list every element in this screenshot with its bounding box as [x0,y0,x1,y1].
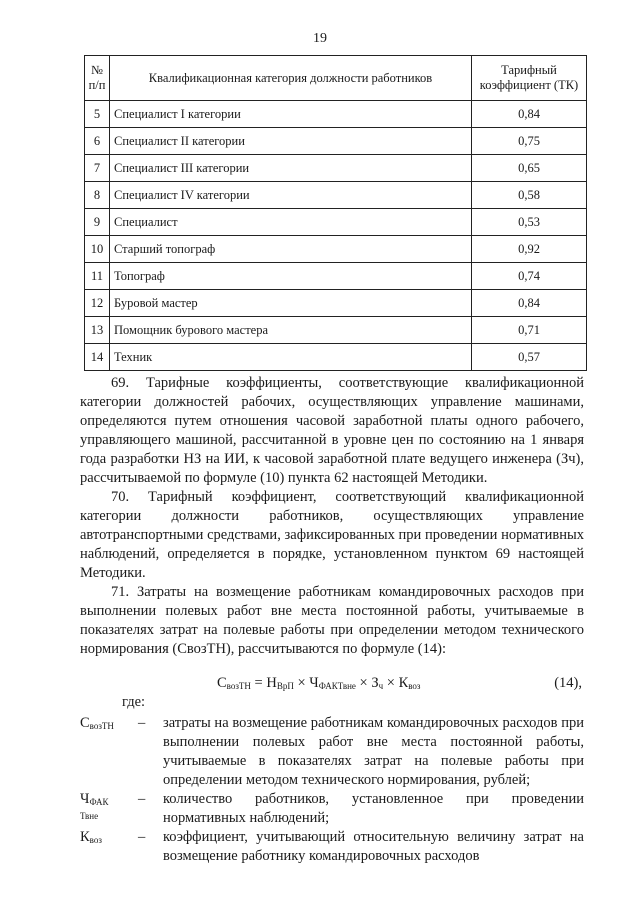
row-number: 11 [85,263,110,290]
formula-symbol-n: Н [266,675,277,691]
formula-expression [217,675,420,692]
table-row [85,101,587,128]
formula-symbol-z: З [371,675,379,691]
row-category: Старший топограф [110,236,472,263]
formula-equals: = [250,675,267,691]
formula-times: × [293,675,310,691]
row-number: 12 [85,290,110,317]
row-coefficient: 0,53 [472,209,587,236]
paragraph-69: 69. Тарифные коэффициенты, соответствующие квалификационной категории должностей рабочих, осуществляющих управление машинами, определяются путем отношения часовой заработной платы одного рабочего, управляющего машиной, рассчитанной в уровне цен по состоянию на 1 января года разработки НЗ на ИИ, к часовой заработной плате ведущего инженера (Зч), рассчитываемой по формуле (10) пункта 62 настоящей Методики. [80,375,584,486]
row-coefficient: 0,58 [472,182,587,209]
formula-times: × [383,675,399,691]
definition-dash: – [138,715,146,731]
definition-dash: – [138,829,146,845]
row-number: 9 [85,209,110,236]
formula-times: × [355,675,372,691]
definition-symbol [80,792,134,820]
row-coefficient: 0,74 [472,263,587,290]
table-row [85,182,587,209]
formula-sub-n: ВрП [276,681,294,691]
symbol-letter: Ч [80,791,90,807]
header-number: № п/п [85,56,110,101]
row-category: Специалист [110,209,472,236]
table-row [85,128,587,155]
row-coefficient: 0,92 [472,236,587,263]
row-number: 8 [85,182,110,209]
symbol-sub: воз [89,835,102,845]
table-row [85,155,587,182]
table-row [85,290,587,317]
row-category: Буровой мастер [110,290,472,317]
row-number: 10 [85,236,110,263]
formula-sub-z: ч [378,681,384,691]
definition-symbol [80,714,134,733]
row-number: 6 [85,128,110,155]
row-category: Специалист II категории [110,128,472,155]
formula-symbol-c: С [217,675,227,691]
formula-symbol-k: К [398,675,409,691]
definition-dash: – [138,791,146,807]
symbol-sub: ФАК [89,797,109,807]
formula-sub-k: воз [408,681,421,691]
row-number: 5 [85,101,110,128]
body-text [80,374,584,659]
page-number: 19 [313,31,327,46]
paragraph-71: 71. Затраты на возмещение работникам командировочных расходов при выполнении полевых работ вне места постоянной работы, учитываемые в показателях затрат на полевые работы при определении методом технического нормирования (СвозТН), рассчитываются по формуле (14): [80,584,584,657]
row-coefficient: 0,57 [472,344,587,371]
row-coefficient: 0,65 [472,155,587,182]
paragraph-70: 70. Тарифный коэффициент, соответствующий квалификационной категории должности работников, осуществляющих управление автотранспортными средствами, зафиксированных при проведении нормативных наблюдений, определяется в порядке, установленном пунктом 69 настоящей Методики. [80,489,584,581]
table-row [85,344,587,371]
row-category: Помощник бурового мастера [110,317,472,344]
symbol-letter: К [80,829,90,845]
row-category: Топограф [110,263,472,290]
definition-item [80,790,584,828]
table-row [85,317,587,344]
row-number: 14 [85,344,110,371]
tariff-coefficient-table [84,55,587,371]
row-number: 13 [85,317,110,344]
table-row [85,263,587,290]
row-coefficient: 0,84 [472,290,587,317]
header-category: Квалификационная категория должности работников [110,56,472,101]
formula-sub-ch: ФАКТвне [318,681,356,691]
definition-symbol [80,828,134,847]
row-category: Специалист III категории [110,155,472,182]
formula-14 [80,675,584,697]
where-label: где: [122,694,146,710]
row-coefficient: 0,71 [472,317,587,344]
definition-item [80,828,584,866]
definitions-list [80,714,584,866]
header-coefficient: Тарифный коэффициент (ТК) [472,56,587,101]
formula-sub-c: возТН [226,681,251,691]
definition-text: коэффициент, учитывающий относительную величину затрат на возмещение работнику командировочных расходов [163,829,584,864]
row-category: Техник [110,344,472,371]
symbol-letter: С [80,715,90,731]
row-category: Специалист IV категории [110,182,472,209]
formula-symbol-ch: Ч [309,675,319,691]
formula-reference: (14), [554,675,582,691]
row-number: 7 [85,155,110,182]
symbol-sub: возТН [89,721,114,731]
row-coefficient: 0,75 [472,128,587,155]
definition-text: затраты на возмещение работникам командировочных расходов при выполнении полевых работ вне места постоянной работы, учитываемые в показателях затрат на полевые работы при определении методом технического нормирования, рублей; [163,715,584,788]
table-row [85,209,587,236]
symbol-sub-continued: Твне [80,811,99,821]
table-row [85,236,587,263]
row-coefficient: 0,84 [472,101,587,128]
table-header-row [85,56,587,101]
definition-text: количество работников, установленное при проведении нормативных наблюдений; [163,791,584,826]
definition-item [80,714,584,790]
row-category: Специалист I категории [110,101,472,128]
